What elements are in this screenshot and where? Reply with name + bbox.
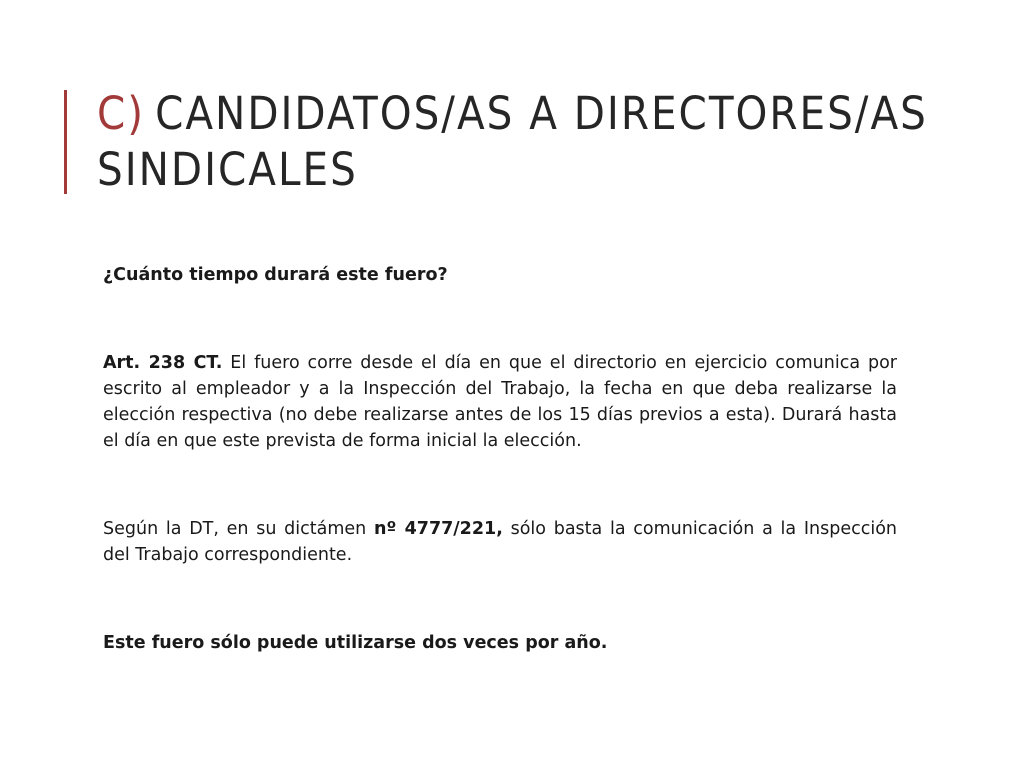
closing-statement — [103, 630, 897, 656]
title-prefix: C) — [97, 87, 146, 140]
dictamen-text-before: Según la DT, en su dictámen — [103, 519, 374, 539]
title-accent-bar — [64, 90, 67, 194]
article-text: El fuero corre desde el día en que el directorio en ejercicio comunica por escrito al empleador y a la Inspección del Trabajo, la fecha en que deba realizarse la elección respectiva (no debe realizarse antes de los 15 días previos a esta). Durará hasta el día en que este prevista de forma inicial la elección. — [103, 353, 897, 451]
slide-title — [97, 86, 957, 198]
closing-text: Este fuero sólo puede utilizarse dos veces por año. — [103, 633, 608, 653]
article-paragraph — [103, 350, 897, 454]
slide-body — [103, 262, 897, 656]
dictamen-number: nº 4777/221, — [374, 519, 503, 539]
question-heading — [103, 262, 897, 288]
article-reference: Art. 238 CT. — [103, 353, 223, 373]
title-text: CANDIDATOS/AS A DIRECTORES/AS SINDICALES — [97, 87, 928, 196]
dictamen-text-after: sólo basta la comunicación a la Inspección del Trabajo correspondiente. — [103, 519, 897, 565]
question-text: ¿Cuánto tiempo durará este fuero? — [103, 265, 448, 285]
dictamen-paragraph — [103, 516, 897, 568]
